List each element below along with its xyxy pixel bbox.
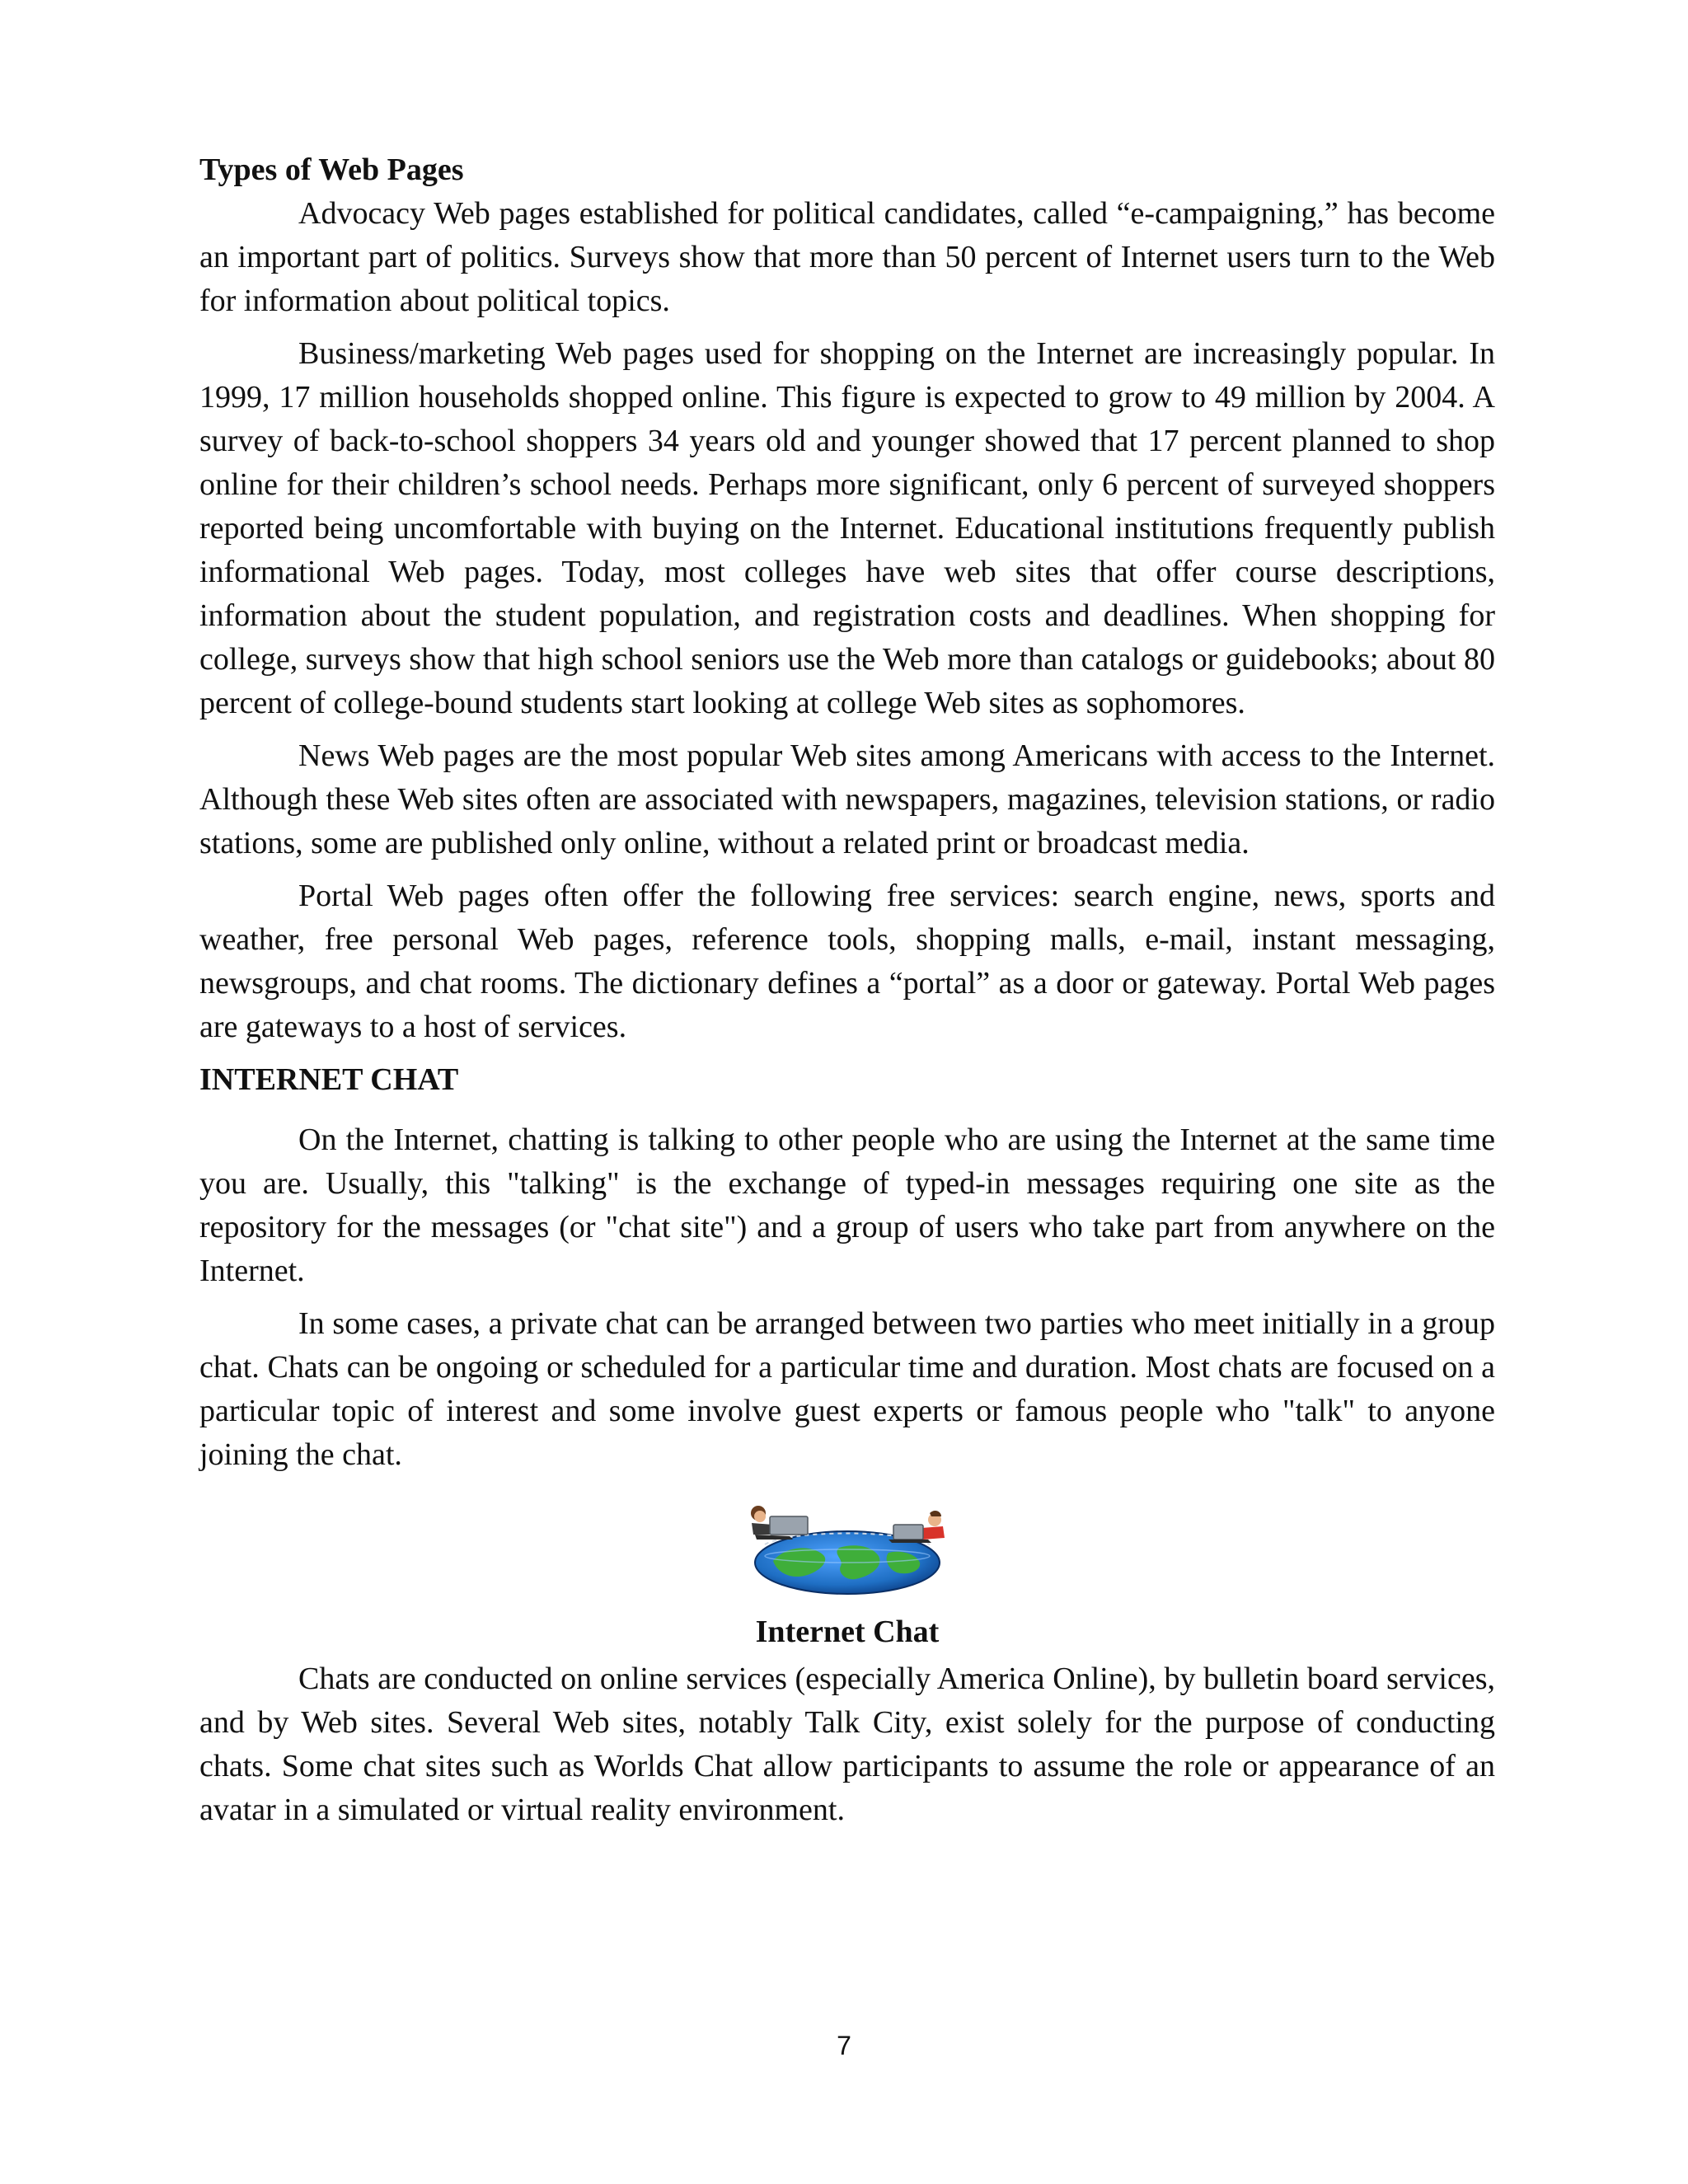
paragraph-chat-services: Chats are conducted on online services (especially America Online), by bulletin board services, and by Web sites. Several Web sites, notably Talk City, exist solely for the purpose of conducting chats. Some chat sites such as Worlds Chat allow participants to assume the role or appearance of an avatar in a simulated or virtual reality environment. xyxy=(199,1661,1495,1827)
globe-chat-illustration-icon xyxy=(740,1497,954,1596)
paragraph-advocacy: Advocacy Web pages established for political candidates, called “e-campaigning,” has become an important part of politics. Surveys show that more than 50 percent of Internet users turn to the Web for information about political topics. xyxy=(199,196,1495,318)
section-heading-internet-chat: INTERNET CHAT xyxy=(199,1062,459,1097)
paragraph-chat-definition: On the Internet, chatting is talking to other people who are using the Internet at the same time you are. Usually, this "talking" is the exchange of typed-in messages requiring one site as the repository for the messages (or "chat site") and a group of users who take part from anywhere on the Internet. xyxy=(199,1122,1495,1288)
paragraph-private-chat: In some cases, a private chat can be arranged between two parties who meet initially in a group chat. Chats can be ongoing or scheduled for a particular time and duration. Most chats are focused on a particular topic of interest and some involve guest experts or famous people who "talk" to anyone joining the chat. xyxy=(199,1306,1495,1472)
document-page xyxy=(199,148,1495,1841)
section-heading-types-of-web-pages: Types of Web Pages xyxy=(199,152,464,187)
figure-caption: Internet Chat xyxy=(755,1615,940,1649)
paragraph-news: News Web pages are the most popular Web sites among Americans with access to the Internet. Although these Web sites often are associated with newspapers, magazines, television stations, or radio stations, some are published only online, without a related print or broadcast media. xyxy=(199,738,1495,860)
paragraph-business-marketing: Business/marketing Web pages used for shopping on the Internet are increasingly popular. In 1999, 17 million households shopped online. This figure is expected to grow to 49 million by 2004. A survey of back-to-school shoppers 34 years old and younger showed that 17 percent planned to shop online for their children’s school needs. Perhaps more significant, only 6 percent of surveyed shoppers reported being uncomfortable with buying on the Internet. Educational institutions frequently publish informational Web pages. Today, most colleges have web sites that offer course descriptions, information about the student population, and registration costs and deadlines. When shopping for college, surveys show that high school seniors use the Web more than catalogs or guidebooks; about 80 percent of college-bound students start looking at college Web sites as sophomores. xyxy=(199,336,1495,720)
paragraph-portal: Portal Web pages often offer the following free services: search engine, news, sports and weather, free personal Web pages, reference tools, shopping malls, e-mail, instant messaging, newsgroups, and chat rooms. The dictionary defines a “portal” as a door or gateway. Portal Web pages are gateways to a host of services. xyxy=(199,879,1495,1044)
page-number: 7 xyxy=(837,2031,851,2060)
figure-internet-chat xyxy=(199,1497,1495,1596)
